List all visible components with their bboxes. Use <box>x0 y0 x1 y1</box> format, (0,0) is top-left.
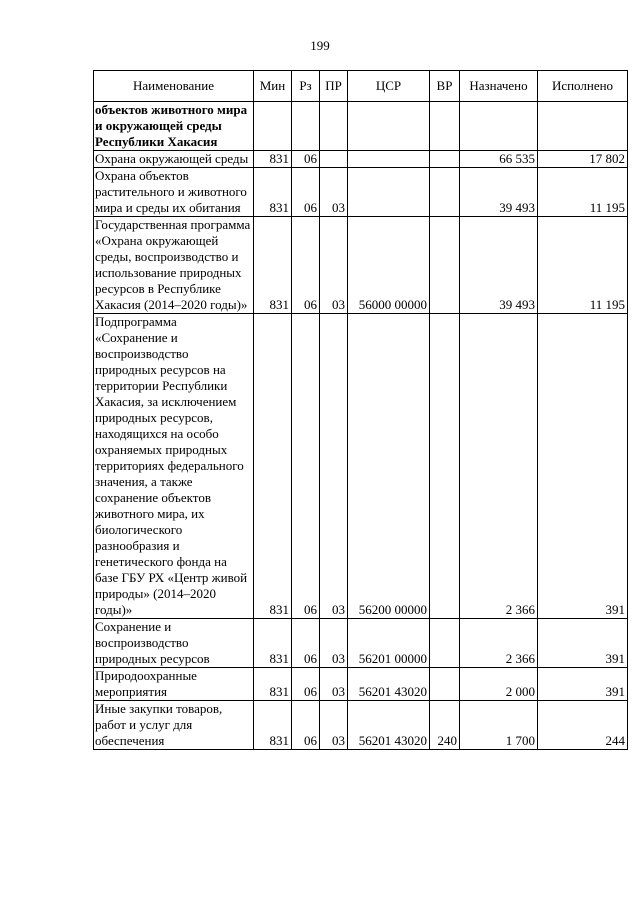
cell-min: 831 <box>254 168 292 217</box>
cell-pr: 03 <box>320 619 348 668</box>
cell-min <box>254 102 292 151</box>
cell-rz: 06 <box>292 217 320 314</box>
cell-rz: 06 <box>292 668 320 701</box>
cell-executed <box>538 102 628 151</box>
cell-csr <box>348 168 430 217</box>
cell-min: 831 <box>254 619 292 668</box>
cell-assigned <box>460 102 538 151</box>
cell-vr <box>430 151 460 168</box>
cell-vr <box>430 102 460 151</box>
cell-assigned: 1 700 <box>460 701 538 750</box>
cell-csr: 56201 43020 <box>348 668 430 701</box>
cell-pr <box>320 151 348 168</box>
table-row <box>94 668 628 701</box>
cell-vr <box>430 168 460 217</box>
header-min: Мин <box>254 71 292 102</box>
cell-executed: 11 195 <box>538 168 628 217</box>
cell-vr <box>430 314 460 619</box>
cell-name: объектов животного мира и окружающей среды Республики Хакасия <box>94 102 254 151</box>
cell-assigned: 2 366 <box>460 619 538 668</box>
cell-executed: 391 <box>538 668 628 701</box>
cell-csr: 56201 00000 <box>348 619 430 668</box>
cell-rz <box>292 102 320 151</box>
cell-assigned: 39 493 <box>460 168 538 217</box>
cell-min: 831 <box>254 668 292 701</box>
cell-executed: 17 802 <box>538 151 628 168</box>
cell-rz: 06 <box>292 619 320 668</box>
cell-pr: 03 <box>320 314 348 619</box>
cell-min: 831 <box>254 314 292 619</box>
header-pr: ПР <box>320 71 348 102</box>
cell-csr: 56000 00000 <box>348 217 430 314</box>
cell-assigned: 39 493 <box>460 217 538 314</box>
cell-vr <box>430 217 460 314</box>
cell-pr: 03 <box>320 168 348 217</box>
cell-vr <box>430 619 460 668</box>
header-csr: ЦСР <box>348 71 430 102</box>
table-row <box>94 217 628 314</box>
cell-pr: 03 <box>320 217 348 314</box>
table-row <box>94 314 628 619</box>
cell-pr <box>320 102 348 151</box>
cell-vr <box>430 668 460 701</box>
cell-csr <box>348 151 430 168</box>
cell-rz: 06 <box>292 168 320 217</box>
cell-assigned: 2 366 <box>460 314 538 619</box>
cell-name: Сохранение и воспроизводство природных ресурсов <box>94 619 254 668</box>
budget-table <box>93 70 628 750</box>
cell-csr: 56200 00000 <box>348 314 430 619</box>
cell-csr: 56201 43020 <box>348 701 430 750</box>
table-row <box>94 701 628 750</box>
table-row <box>94 102 628 151</box>
cell-min: 831 <box>254 217 292 314</box>
header-rz: Рз <box>292 71 320 102</box>
cell-name: Государственная программа «Охрана окружающей среды, воспроизводство и использование природных ресурсов в Республике Хакасия (2014–2020 годы)» <box>94 217 254 314</box>
cell-name: Иные закупки товаров, работ и услуг для обеспечения <box>94 701 254 750</box>
cell-rz: 06 <box>292 314 320 619</box>
cell-rz: 06 <box>292 701 320 750</box>
cell-name: Подпрограмма «Сохранение и воспроизводство природных ресурсов на территории Республики Хакасия, за исключением природных ресурсов, находящихся на особо охраняемых природных территориях федерального значения, а также сохранение объектов животного мира, их биологического разнообразия и генетического фонда на базе ГБУ РХ «Центр живой природы» (2014–2020 годы)» <box>94 314 254 619</box>
header-vr: ВР <box>430 71 460 102</box>
cell-executed: 11 195 <box>538 217 628 314</box>
cell-name: Охрана объектов растительного и животного мира и среды их обитания <box>94 168 254 217</box>
header-assigned: Назначено <box>460 71 538 102</box>
table-header-row <box>94 71 628 102</box>
cell-assigned: 66 535 <box>460 151 538 168</box>
cell-rz: 06 <box>292 151 320 168</box>
cell-pr: 03 <box>320 668 348 701</box>
header-executed: Исполнено <box>538 71 628 102</box>
table-row <box>94 619 628 668</box>
cell-min: 831 <box>254 151 292 168</box>
cell-assigned: 2 000 <box>460 668 538 701</box>
cell-executed: 391 <box>538 314 628 619</box>
cell-min: 831 <box>254 701 292 750</box>
cell-csr <box>348 102 430 151</box>
cell-executed: 391 <box>538 619 628 668</box>
table-row <box>94 151 628 168</box>
cell-vr: 240 <box>430 701 460 750</box>
header-name: Наименование <box>94 71 254 102</box>
cell-name: Охрана окружающей среды <box>94 151 254 168</box>
cell-name: Природоохранные мероприятия <box>94 668 254 701</box>
page-number: 199 <box>310 38 330 53</box>
cell-executed: 244 <box>538 701 628 750</box>
cell-pr: 03 <box>320 701 348 750</box>
table-row <box>94 168 628 217</box>
